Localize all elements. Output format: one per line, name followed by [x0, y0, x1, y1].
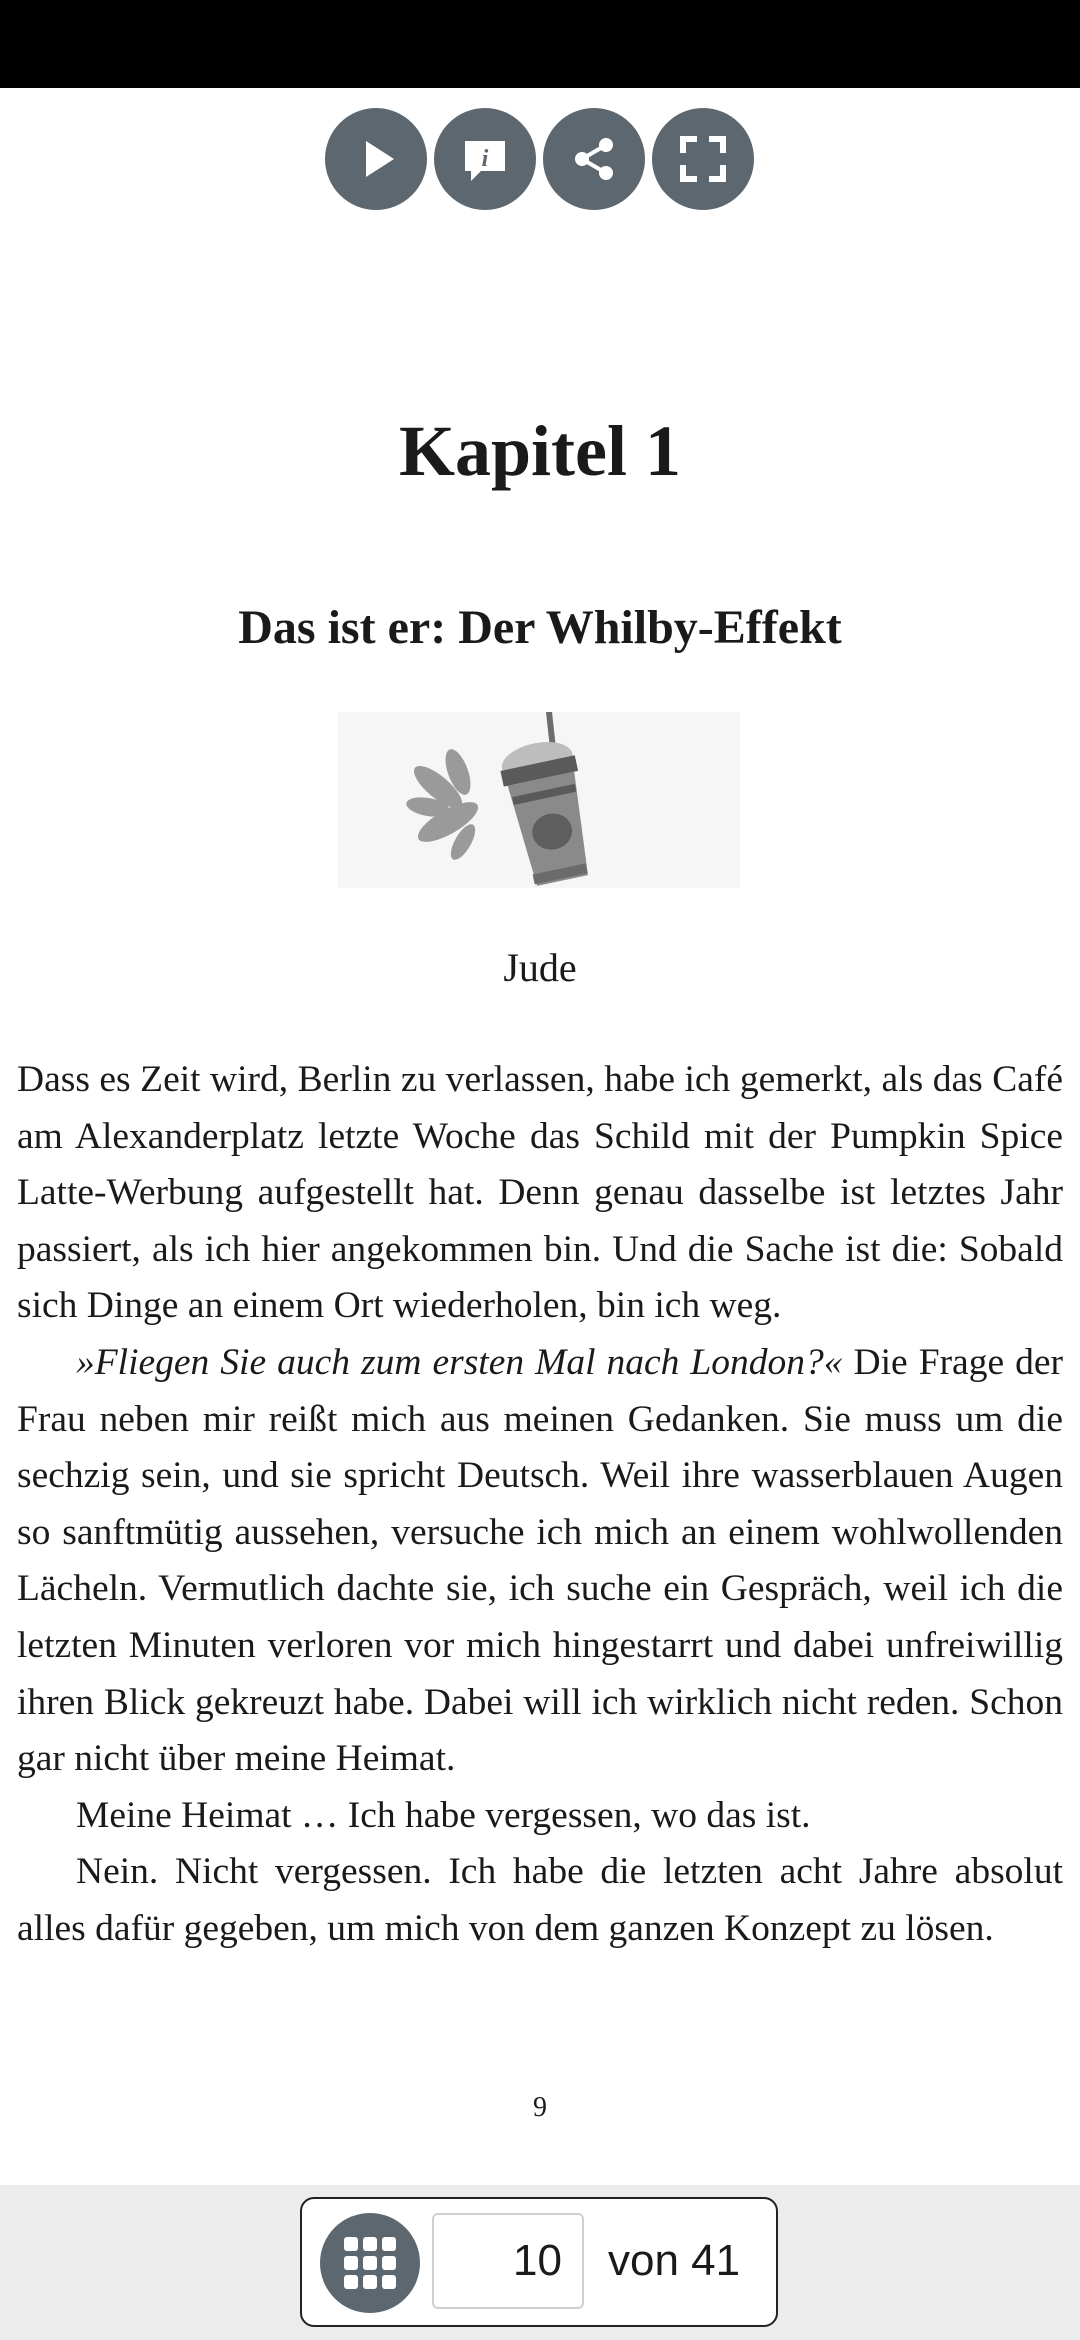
- paragraph: Nein. Nicht vergessen. Ich habe die letzten acht Jahre absolut alles dafür gegeben, um mich von dem ganzen Konzept zu lösen.: [17, 1851, 1063, 1949]
- info-button[interactable]: [434, 108, 536, 210]
- page-number: 9: [533, 2092, 547, 2123]
- play-icon: [346, 129, 406, 189]
- chapter-body: [17, 1052, 1063, 1958]
- svg-text:i: i: [481, 146, 489, 172]
- paragraph-text: Die Frage der Frau neben mir reißt mich aus meinen Gedanken. Sie muss um die sechzig sein, und sie spricht Deutsch. Weil ihre wasserblauen Augen so sanftmütig aussehen, versuche ich mich an einem wohlwollenden Lächeln. Vermutlich dachte sie, ich suche ein Gespräch, weil ich die letzten Minuten verloren vor mich hingestarrt und dabei unfreiwillig ihren Blick gekreuzt habe. Dabei will ich wirklich nicht reden. Schon gar nicht über meine Heimat.: [17, 1341, 1063, 1780]
- fullscreen-button[interactable]: [652, 108, 754, 210]
- share-icon: [564, 129, 624, 189]
- chapter-illustration: [338, 712, 740, 888]
- page-navigator: [300, 2197, 778, 2327]
- play-button[interactable]: [325, 108, 427, 210]
- page-total-label: von 41: [608, 2236, 741, 2285]
- page-grid-button[interactable]: [320, 2213, 420, 2313]
- quote: »Fliegen Sie auch zum ersten Mal nach London?«: [76, 1341, 843, 1383]
- share-button[interactable]: [543, 108, 645, 210]
- chapter-title: Kapitel 1: [399, 411, 681, 491]
- page-number-input[interactable]: 10: [432, 2213, 584, 2309]
- info-icon: [455, 129, 515, 189]
- fullscreen-icon: [673, 129, 733, 189]
- chapter-narrator: Jude: [503, 945, 577, 990]
- reader-toolbar: [325, 108, 755, 212]
- paragraph: Dass es Zeit wird, Berlin zu verlassen, habe ich gemerkt, als das Café am Alexanderplatz letzte Woche das Schild mit der Pumpkin Spice Latte-Werbung aufgestellt hat. Denn genau dasselbe ist letztes Jahr passiert, als ich hier angekommen bin. Und die Sache ist die: Sobald sich Dinge an einem Ort wiederholen, bin ich weg.: [17, 1059, 1063, 1327]
- chapter-subtitle: Das ist er: Der Whilby-Effekt: [238, 601, 842, 654]
- grid-icon: [342, 2235, 398, 2291]
- paragraph: [17, 1335, 1063, 1788]
- status-bar: [0, 0, 1080, 88]
- paragraph: Meine Heimat … Ich habe vergessen, wo das ist.: [76, 1794, 811, 1836]
- latte-leaf-illustration-icon: [338, 712, 740, 888]
